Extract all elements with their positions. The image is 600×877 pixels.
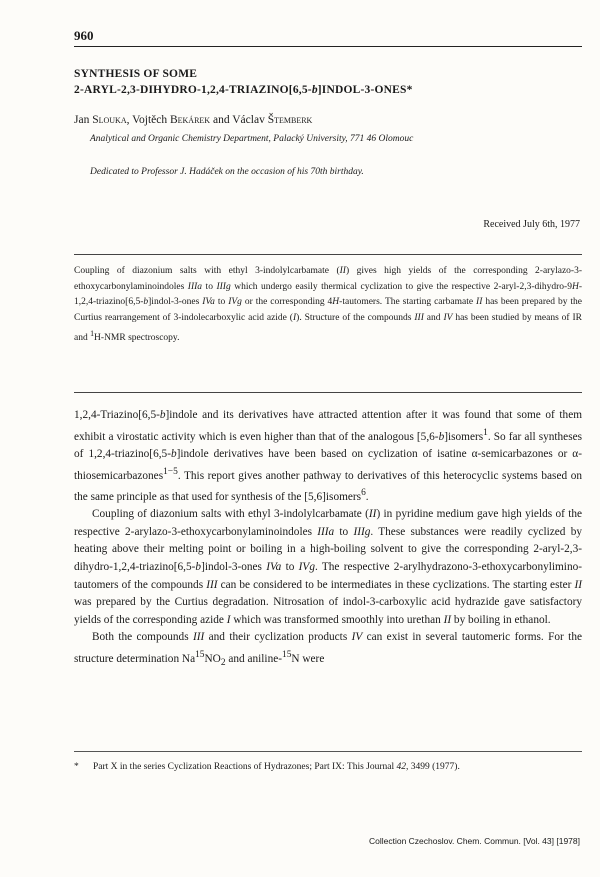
page-number: 960 — [74, 28, 94, 43]
footnote-marker: * — [74, 762, 79, 772]
journal-footer: Collection Czechoslov. Chem. Commun. [Vol. 43] [1978] — [368, 836, 580, 846]
affiliation: Analytical and Organic Chemistry Department, Palacký University, 771 46 Olomouc — [90, 134, 414, 144]
title-line-2: 2-ARYL-2,3-DIHYDRO-1,2,4-TRIAZINO[6,5-b]INDOL-3-ONES* — [74, 84, 413, 96]
dedication: Dedicated to Professor J. Hadáček on the occasion of his 70th birthday. — [90, 167, 364, 177]
footnote-rule — [74, 751, 582, 752]
abstract: Coupling of diazonium salts with ethyl 3-indolylcarbamate (II) gives high yields of the corresponding 2-arylazo-3-ethoxycarbonylaminoindoles IIIa to IIIg which undergo easily thermical cyclization to give the respective 2-aryl-2,3-dihydro-9H-1,2,4-triazino[6,5-b]indol-3-ones IVa to IVg or the corresponding 4H-tautomers. The starting carbamate II has been prepared by the Curtius rearrangement of 3-indolecarboxylic acid azide (I). Structure of the compounds III and IV has been studied by means of IR and $^1$H-NMR spectroscopy. — [74, 266, 582, 344]
paragraph-3: Both the compounds III and their cyclization products IV can exist in several tautomeric forms. For the structure determination $Na^{15}NO_2$ and aniline-$^{15}$N were — [74, 631, 582, 669]
title-line-1: SYNTHESIS OF SOME — [74, 68, 198, 80]
article-title — [74, 66, 582, 98]
author-list: Jan Slouka, Vojtěch Bekárek and Václav Štemberk — [74, 114, 313, 126]
footnote: * Part X in the series Cyclization Reactions of Hydrazones; Part IX: This Journal 42, 3499 (1977). — [74, 762, 460, 772]
abstract-rule-top — [74, 254, 582, 255]
paragraph-2: Coupling of diazonium salts with ethyl 3-indolylcarbamate (II) in pyridine medium gave high yields of the respective 2-arylazo-3-ethoxycarbonylaminoindoles IIIa to IIIg. These substances were readily cyclized by heating above their melting point or boiling in a high-boiling solvent to give the corresponding 2-aryl-2,3-dihydro-1,2,4-triazino[6,5-b]indol-3-ones IVa to IVg. The respective 2-arylhydrazono-3-ethoxycarbonylimino-tautomers of the compounds III can be considered to be intermediates in these cyclizations. The starting ester II was prepared by the Curtius degradation. Nitrosation of indol-3-carboxylic acid hydrazide gave satisfactory yields of the corresponding azide I which was transformed smoothly into urethan II by boiling in ethanol. — [74, 508, 583, 626]
paragraph-1: 1,2,4-Triazino[6,5-b]indole and its derivatives have attracted attention after it was found that some of them exhibit a virostatic activity which is even higher than that of the analogous [5,6-b]isomers$^1$. So far all syntheses of 1,2,4-triazino[6,5-b]indole derivatives have been based on cyclization of isatine α-semicarbazones or α-thiosemicarbazones$^{1-5}$. This report gives another pathway to derivatives of this heterocyclic systems based on the same principle as that used for synthesis of the [5,6]isomers$^6$. — [74, 409, 583, 503]
abstract-rule-bottom — [74, 392, 582, 393]
received-date: Received July 6th, 1977 — [483, 219, 580, 230]
header-rule — [74, 46, 582, 47]
body-text — [74, 407, 582, 673]
